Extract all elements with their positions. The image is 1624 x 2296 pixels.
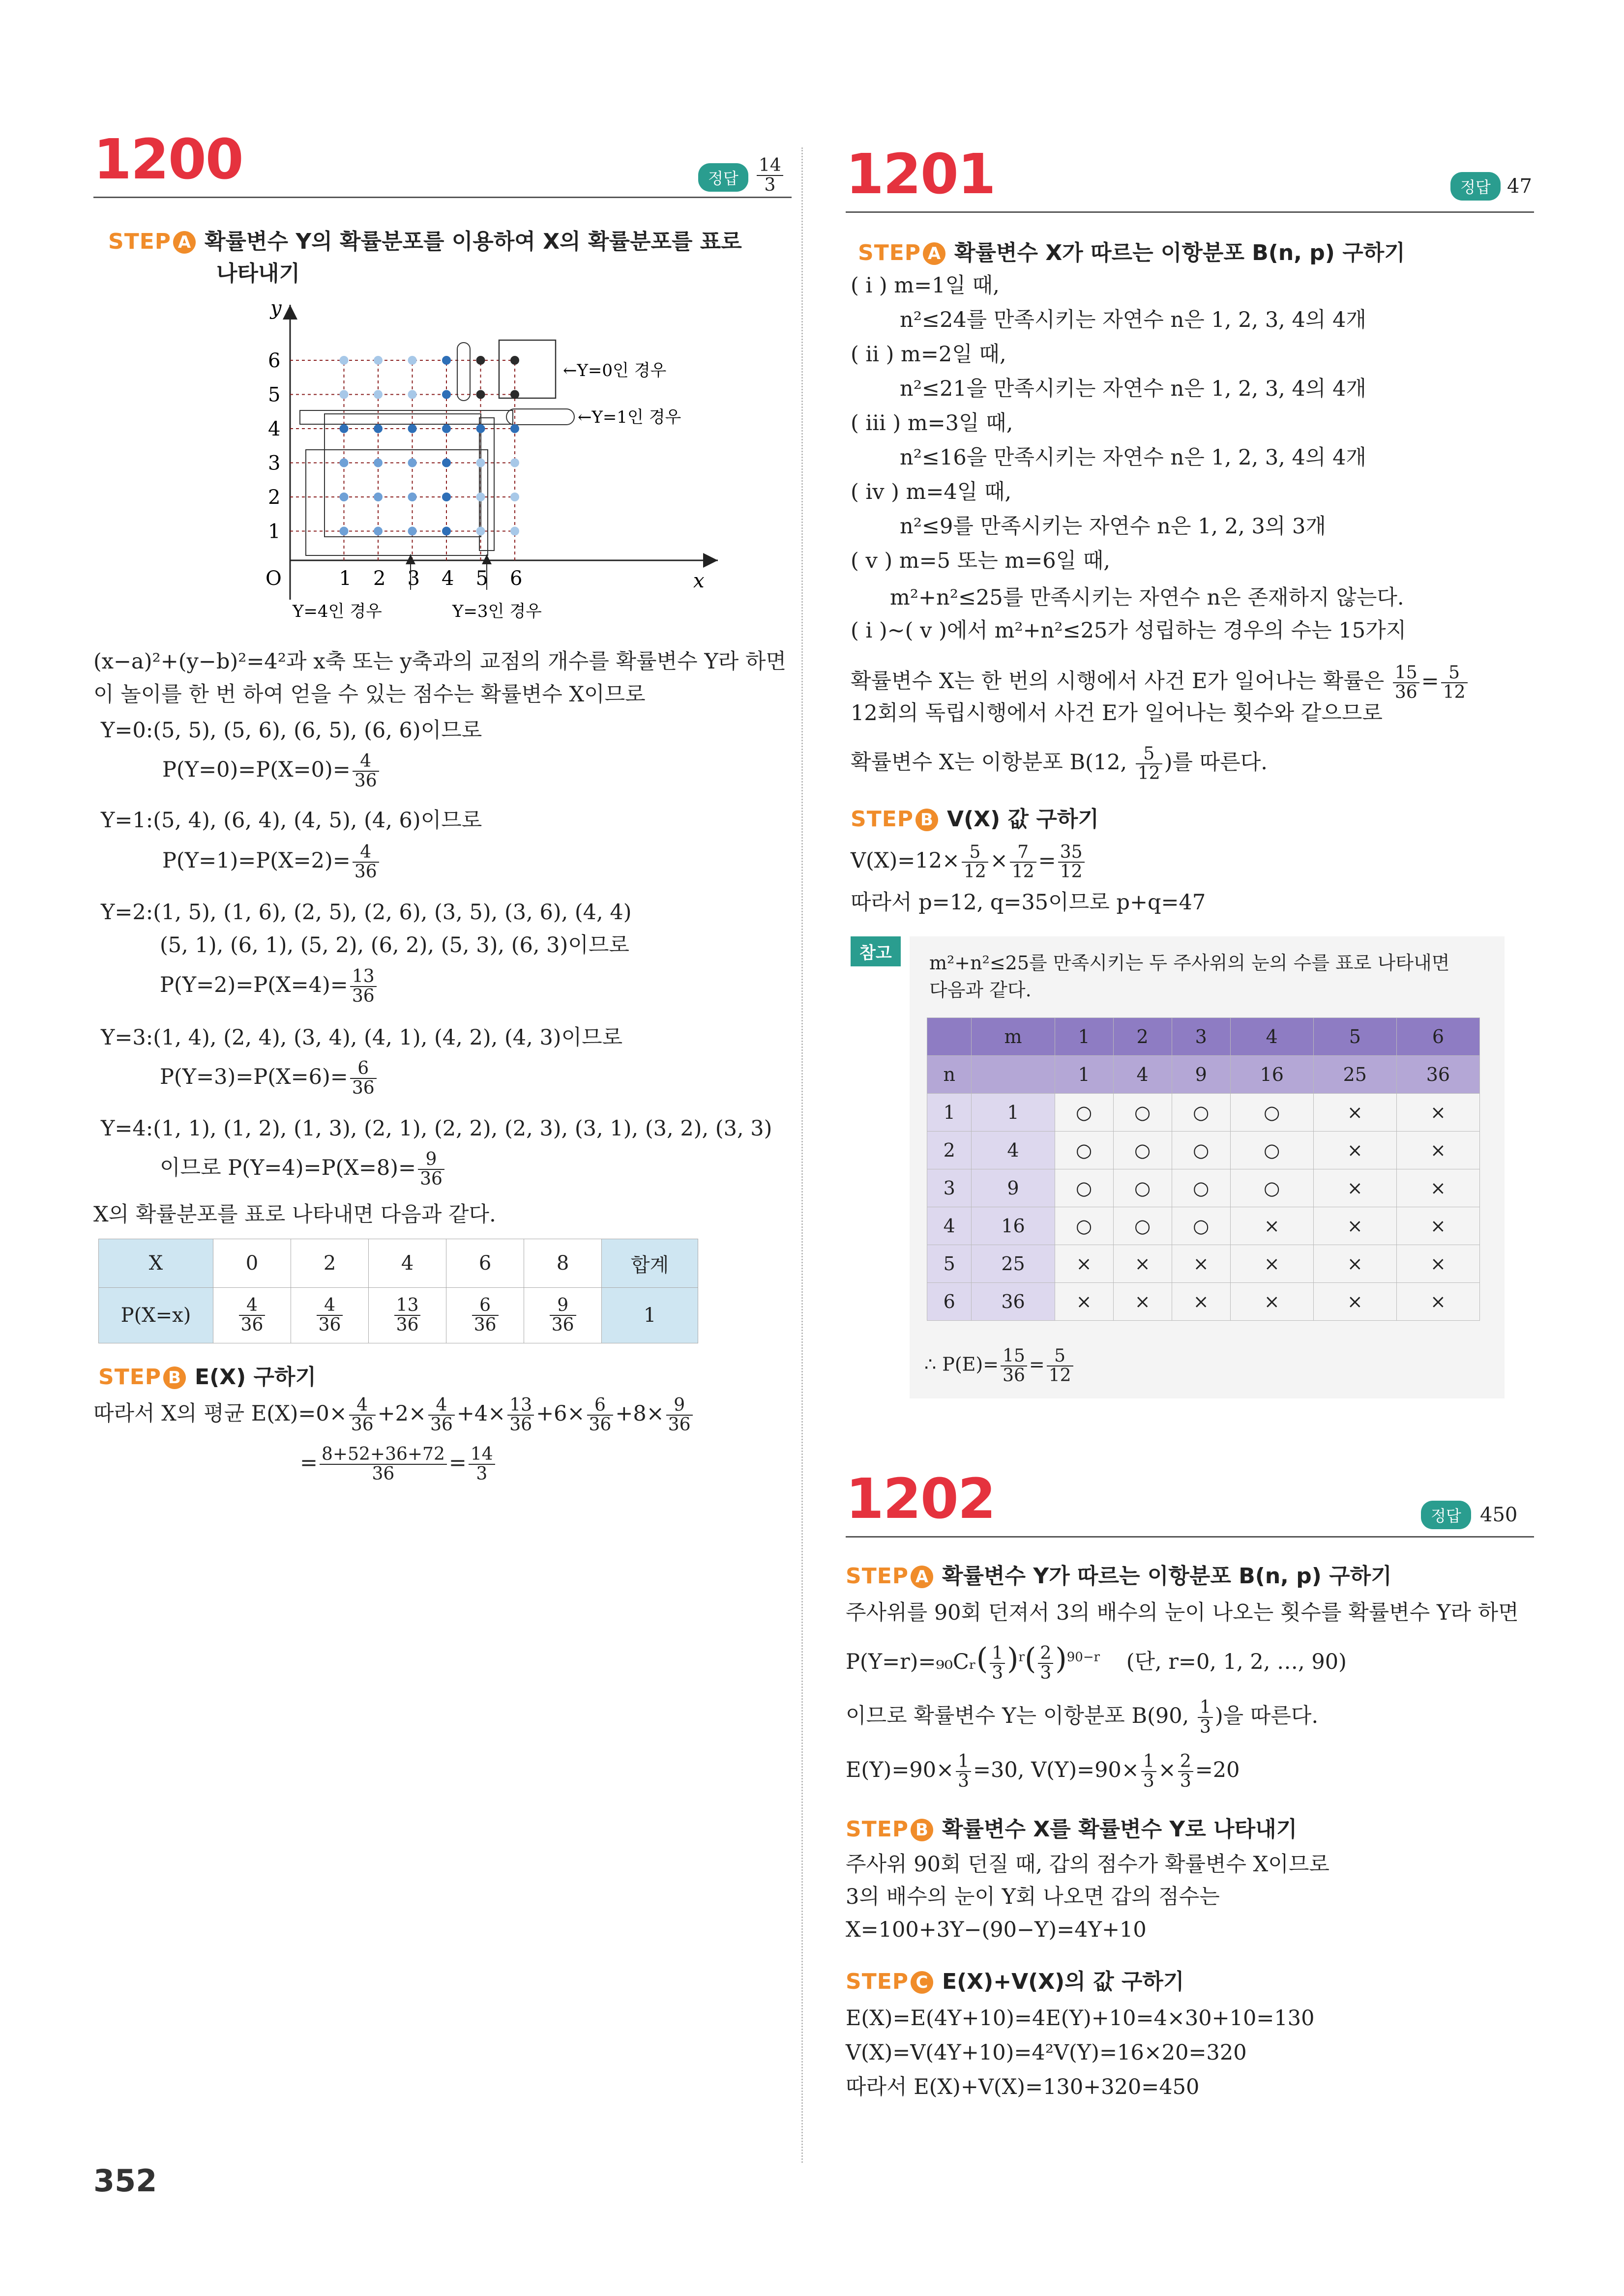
n-label: 16: [972, 1207, 1055, 1245]
text-line: 이 놀이를 한 번 하여 얻을 수 있는 점수는 확률변수 X이므로: [93, 682, 646, 707]
case-y0: Y=0:(5, 5), (5, 6), (6, 5), (6, 6)이므로: [101, 718, 482, 743]
step-b-heading: STEP B V(X) 값 구하기: [851, 807, 1099, 832]
mark-cell: ×: [1313, 1169, 1396, 1207]
n-label: 5: [927, 1245, 972, 1283]
total-cell: 1: [602, 1288, 698, 1343]
mark-cell: ×: [1313, 1094, 1396, 1132]
mark-cell: ×: [1172, 1245, 1230, 1283]
y3-annotation: Y=3인 경우: [452, 602, 542, 621]
mark-cell: ×: [1313, 1245, 1396, 1283]
mark-cell: ×: [1396, 1094, 1479, 1132]
case-5-detail: m²+n²≤25를 만족시키는 자연수 n은 존재하지 않는다.: [890, 585, 1404, 610]
y1-pill-horizontal: [506, 409, 574, 425]
header-cell: 0: [213, 1239, 291, 1288]
lattice-point: [408, 527, 417, 536]
step-b-heading: STEP B 확률변수 X를 확률변수 Y로 나타내기: [846, 1817, 1298, 1842]
case-y2-cont: (5, 1), (6, 1), (5, 2), (6, 2), (5, 3), (6, 3)이므로: [160, 933, 629, 958]
header-cell: 2: [291, 1239, 369, 1288]
n-label: 25: [972, 1245, 1055, 1283]
y4-region-box: [306, 450, 488, 555]
lattice-point: [510, 493, 519, 501]
lattice-point: [408, 493, 417, 501]
prob-y1: P(Y=1)=P(X=2)= $\frac{4}{36}$: [162, 843, 381, 881]
lattice-point: [374, 390, 383, 399]
answer-value: $\frac{14}{3}$: [755, 156, 785, 195]
n-label: 4: [927, 1207, 972, 1245]
m-squared: 1: [1055, 1056, 1113, 1094]
step-a-heading: STEP A 확률변수 Y의 확률분포를 이용하여 X의 확률분포를 표로: [108, 229, 742, 254]
text-line: (x−a)²+(y−b)²=4²과 x축 또는 y축과의 교점의 개수를 확률변수 Y라 하면: [93, 649, 787, 674]
text-line: 주사위를 90회 던져서 3의 배수의 눈이 나오는 횟수를 확률변수 Y라 하면: [846, 1600, 1519, 1625]
table-row: [927, 1207, 1480, 1245]
mark-cell: ×: [1230, 1283, 1313, 1321]
prob-y3: P(Y=3)=P(X=6)= $\frac{6}{36}$: [160, 1059, 379, 1098]
n-label: 6: [927, 1283, 972, 1321]
table-row: [927, 1169, 1480, 1207]
mark-cell: ×: [1396, 1207, 1479, 1245]
lattice-point: [476, 356, 485, 365]
mark-cell: ×: [1113, 1283, 1172, 1321]
header-cell: 6: [446, 1239, 524, 1288]
ev-line: E(Y)=90× $\frac{1}{3}$ =30, V(Y)=90× $\frac{1}{3}$ × $\frac{2}{3}$ =20: [846, 1751, 1240, 1791]
mark-cell: ×: [1396, 1283, 1479, 1321]
mark-cell: ○: [1055, 1094, 1113, 1132]
mark-cell: ×: [1055, 1283, 1113, 1321]
y0-box: [499, 340, 556, 398]
text-line: 주사위 90회 던질 때, 갑의 점수가 확률변수 X이므로: [846, 1852, 1329, 1877]
case-3: ( iii ) m=3일 때,: [851, 411, 1013, 436]
mark-cell: ×: [1055, 1245, 1113, 1283]
table-intro: X의 확률분포를 표로 나타내면 다음과 같다.: [93, 1202, 496, 1227]
m-value: 6: [1396, 1018, 1479, 1056]
lattice-point: [340, 390, 349, 399]
note-text: 다음과 같다.: [929, 979, 1032, 1001]
y-tick-label: 5: [268, 383, 281, 407]
expectation-result: = $\frac{8+52+36+72}{36}$ = $\frac{14}{3}$: [300, 1445, 497, 1483]
problem-number: 1200: [93, 128, 243, 192]
mark-cell: ○: [1113, 1169, 1172, 1207]
lattice-point: [476, 527, 485, 536]
lattice-point: [510, 390, 519, 399]
mark-cell: ○: [1230, 1094, 1313, 1132]
page-number: 352: [93, 2163, 157, 2199]
lattice-point: [476, 459, 485, 467]
case-y3: Y=3:(1, 4), (2, 4), (3, 4), (4, 1), (4, 2), (4, 3)이므로: [101, 1025, 623, 1050]
answer-badge: 정답: [1421, 1501, 1471, 1529]
answer-value: 450: [1480, 1504, 1518, 1526]
step-c-heading: STEP C E(X)+V(X)의 값 구하기: [846, 1969, 1184, 1994]
header-n: n: [927, 1056, 972, 1094]
binomial-line: 확률변수 X는 이항분포 B(12, $\frac{5}{12}$ )를 따른다.: [851, 744, 1268, 784]
y1-pill-vertical: [457, 343, 470, 401]
case-2: ( ii ) m=2일 때,: [851, 342, 1006, 367]
lattice-point: [340, 424, 349, 433]
y-axis-label: y: [270, 297, 282, 320]
mark-cell: ○: [1055, 1207, 1113, 1245]
lattice-point: [408, 390, 417, 399]
mark-cell: ○: [1172, 1094, 1230, 1132]
mark-cell: ○: [1172, 1169, 1230, 1207]
x-tick-label: 1: [339, 567, 352, 590]
answer-badge: 정답: [1450, 172, 1501, 201]
lattice-point: [510, 356, 519, 365]
problem-number: 1202: [846, 1467, 995, 1531]
y3-region-box: [325, 414, 481, 537]
conclusion-line: 따라서 p=12, q=35이므로 p+q=47: [851, 890, 1206, 915]
prob-y0: P(Y=0)=P(X=0)= $\frac{4}{36}$: [162, 752, 381, 790]
lattice-graph: [251, 295, 762, 634]
case-y1: Y=1:(5, 4), (6, 4), (4, 5), (4, 6)이므로: [101, 808, 482, 833]
column-divider: [801, 147, 803, 2163]
lattice-point: [408, 459, 417, 467]
problem-number: 1201: [846, 143, 995, 206]
n-label: 2: [927, 1132, 972, 1169]
header-cell: 합계: [602, 1239, 698, 1288]
header-m: m: [972, 1018, 1055, 1056]
text-line: 따라서 E(X)+V(X)=130+320=450: [846, 2075, 1200, 2099]
mark-cell: ×: [1396, 1132, 1479, 1169]
answer-badge: 정답: [698, 163, 748, 192]
answer-value: 47: [1507, 175, 1532, 198]
lattice-point: [374, 527, 383, 536]
pmf-line: P(Y=r)=₉₀Cᵣ( $\frac{1}{3}$ )$^r$( $\frac{2}{3}$ )$^{90-r}$ (단, r=0, 1, 2, …, 90): [846, 1642, 1347, 1683]
text-line: V(X)=V(4Y+10)=4²V(Y)=16×20=320: [846, 2040, 1247, 2065]
n-label: 4: [972, 1132, 1055, 1169]
lattice-point: [442, 356, 451, 365]
lattice-point: [408, 424, 417, 433]
text-line: 12회의 독립시행에서 사건 E가 일어나는 횟수와 같으므로: [851, 701, 1383, 726]
text-line: E(X)=E(4Y+10)=4E(Y)+10=4×30+10=130: [846, 2006, 1315, 2031]
lattice-point: [442, 493, 451, 501]
mark-cell: ×: [1172, 1283, 1230, 1321]
mark-cell: ○: [1113, 1094, 1172, 1132]
y-tick-label: 1: [268, 520, 281, 543]
header-cell: X: [99, 1239, 213, 1288]
m-value: 4: [1230, 1018, 1313, 1056]
mark-cell: ×: [1230, 1245, 1313, 1283]
prob-y4: 이므로 P(Y=4)=P(X=8)= $\frac{9}{36}$: [160, 1150, 446, 1189]
row-label-cell: P(X=x): [99, 1288, 213, 1343]
m-squared: 4: [1113, 1056, 1172, 1094]
mark-cell: ○: [1230, 1132, 1313, 1169]
x-tick-label: 2: [373, 567, 386, 590]
distribution-table: [98, 1239, 698, 1343]
step-a-heading-cont: 나타내기: [216, 261, 300, 286]
lattice-points: [340, 356, 520, 536]
x-axis-label: x: [693, 570, 705, 592]
note-result: ∴ P(E)= $\frac{15}{36}$ = $\frac{5}{12}$: [924, 1347, 1075, 1385]
m-value: 1: [1055, 1018, 1113, 1056]
lattice-point: [374, 493, 383, 501]
header-cell: 8: [524, 1239, 602, 1288]
mn-table: [927, 1017, 1480, 1321]
text-line: X=100+3Y−(90−Y)=4Y+10: [846, 1918, 1147, 1942]
mark-cell: ×: [1396, 1245, 1479, 1283]
table-row: [927, 1094, 1480, 1132]
y-tick-label: 2: [268, 486, 281, 509]
lattice-point: [476, 424, 485, 433]
n-label: 9: [972, 1169, 1055, 1207]
problem-1200-header: [93, 128, 792, 198]
case-4-detail: n²≤9를 만족시키는 자연수 n은 1, 2, 3의 3개: [900, 514, 1326, 539]
y-tick-label: 6: [268, 349, 281, 372]
origin-label: O: [266, 567, 282, 590]
prob-line: 확률변수 X는 한 번의 시행에서 사건 E가 일어나는 확률은 $\frac{15}{36}$ = $\frac{5}{12}$: [851, 664, 1470, 702]
step-b-heading: STEP B E(X) 구하기: [98, 1365, 317, 1390]
n-label: 3: [927, 1169, 972, 1207]
lattice-point: [374, 356, 383, 365]
m-value: 5: [1313, 1018, 1396, 1056]
mark-cell: ○: [1230, 1169, 1313, 1207]
m-squared: 16: [1230, 1056, 1313, 1094]
y-tick-label: 3: [268, 452, 281, 475]
mark-cell: ×: [1113, 1245, 1172, 1283]
lattice-point: [442, 527, 451, 536]
mark-cell: ○: [1055, 1132, 1113, 1169]
case-1-detail: n²≤24를 만족시키는 자연수 n은 1, 2, 3, 4의 4개: [900, 308, 1366, 332]
prob-y2: P(Y=2)=P(X=4)= $\frac{13}{36}$: [160, 967, 379, 1006]
lattice-point: [340, 459, 349, 467]
note-text: m²+n²≤25를 만족시키는 두 주사위의 눈의 수를 표로 나타내면: [929, 952, 1450, 974]
lattice-point: [408, 356, 417, 365]
x-tick-label: 5: [475, 567, 488, 590]
text-line: 3의 배수의 눈이 Y회 나오면 갑의 점수는: [846, 1885, 1220, 1909]
mark-cell: ○: [1172, 1132, 1230, 1169]
lattice-point: [374, 459, 383, 467]
mark-cell: ×: [1313, 1207, 1396, 1245]
case-5: ( v ) m=5 또는 m=6일 때,: [851, 549, 1110, 573]
n-label: 36: [972, 1283, 1055, 1321]
case-4: ( iv ) m=4일 때,: [851, 480, 1012, 504]
value-cell: $\frac{9}{36}$: [524, 1288, 602, 1343]
corner-cell: [927, 1018, 972, 1056]
x-tick-label: 6: [510, 567, 523, 590]
lattice-point: [340, 527, 349, 536]
step-a-heading: STEP A 확률변수 X가 따르는 이항분포 B(n, p) 구하기: [858, 240, 1405, 265]
lattice-point: [476, 390, 485, 399]
m-squared: 25: [1313, 1056, 1396, 1094]
mark-cell: ○: [1055, 1169, 1113, 1207]
m-value: 3: [1172, 1018, 1230, 1056]
case-y2: Y=2:(1, 5), (1, 6), (2, 5), (2, 6), (3, 5), (3, 6), (4, 4): [101, 900, 632, 925]
mark-cell: ○: [1113, 1132, 1172, 1169]
variance-line: V(X)=12× $\frac{5}{12}$ × $\frac{7}{12}$ = $\frac{35}{12}$: [851, 843, 1087, 881]
table-row: [927, 1132, 1480, 1169]
x-tick-label: 4: [442, 567, 454, 590]
lattice-point: [340, 493, 349, 501]
table-row: [927, 1245, 1480, 1283]
value-cell: $\frac{6}{36}$: [446, 1288, 524, 1343]
m-squared: 36: [1396, 1056, 1479, 1094]
lattice-point: [510, 459, 519, 467]
lattice-point: [374, 424, 383, 433]
note-tag: 참고: [851, 936, 901, 966]
y-tick-label: 4: [268, 418, 281, 440]
binomial-line: 이므로 확률변수 Y는 이항분포 B(90, $\frac{1}{3}$ )을 따른다.: [846, 1697, 1319, 1737]
case-2-detail: n²≤21을 만족시키는 자연수 n은 1, 2, 3, 4의 4개: [900, 377, 1366, 401]
header-cell: 4: [369, 1239, 446, 1288]
table-row: [927, 1283, 1480, 1321]
m-squared: 9: [1172, 1056, 1230, 1094]
mark-cell: ×: [1313, 1283, 1396, 1321]
lattice-point: [442, 424, 451, 433]
step-a-heading: STEP A 확률변수 Y가 따르는 이항분포 B(n, p) 구하기: [846, 1564, 1392, 1589]
lattice-point: [442, 390, 451, 399]
y1-annotation: ←Y=1인 경우: [578, 407, 681, 427]
expectation-line: 따라서 X의 평균 E(X)=0× $\frac{4}{36}$ +2× $\frac{4}{36}$ +4× $\frac{13}{36}$ +6× $\frac{6}{36}$ +8× $\frac{9}{36}$: [93, 1396, 695, 1434]
lattice-point: [340, 356, 349, 365]
value-cell: $\frac{4}{36}$: [291, 1288, 369, 1343]
lattice-point: [510, 424, 519, 433]
mark-cell: ○: [1172, 1207, 1230, 1245]
mark-cell: ×: [1230, 1207, 1313, 1245]
mark-cell: ×: [1313, 1132, 1396, 1169]
value-cell: $\frac{4}{36}$: [213, 1288, 291, 1343]
problem-1202-header: [846, 1467, 1534, 1538]
value-cell: $\frac{13}{36}$: [369, 1288, 446, 1343]
n-label: 1: [927, 1094, 972, 1132]
lattice-point: [442, 459, 451, 467]
case-y4: Y=4:(1, 1), (1, 2), (1, 3), (2, 1), (2, 2), (2, 3), (3, 1), (3, 2), (3, 3): [101, 1116, 772, 1141]
m-value: 2: [1113, 1018, 1172, 1056]
summary-line: ( i )~( v )에서 m²+n²≤25가 성립하는 경우의 수는 15가지: [851, 618, 1407, 643]
mark-cell: ○: [1113, 1207, 1172, 1245]
y4-annotation: Y=4인 경우: [293, 602, 382, 621]
n-label: 1: [972, 1094, 1055, 1132]
lattice-point: [476, 493, 485, 501]
case-1: ( i ) m=1일 때,: [851, 273, 1000, 298]
mark-cell: ×: [1396, 1169, 1479, 1207]
y0-annotation: ←Y=0인 경우: [563, 361, 667, 380]
case-3-detail: n²≤16을 만족시키는 자연수 n은 1, 2, 3, 4의 4개: [900, 445, 1366, 470]
corner-cell: [972, 1056, 1055, 1094]
lattice-point: [510, 527, 519, 536]
problem-1201-header: [846, 143, 1534, 213]
x-tick-label: 3: [407, 567, 420, 590]
